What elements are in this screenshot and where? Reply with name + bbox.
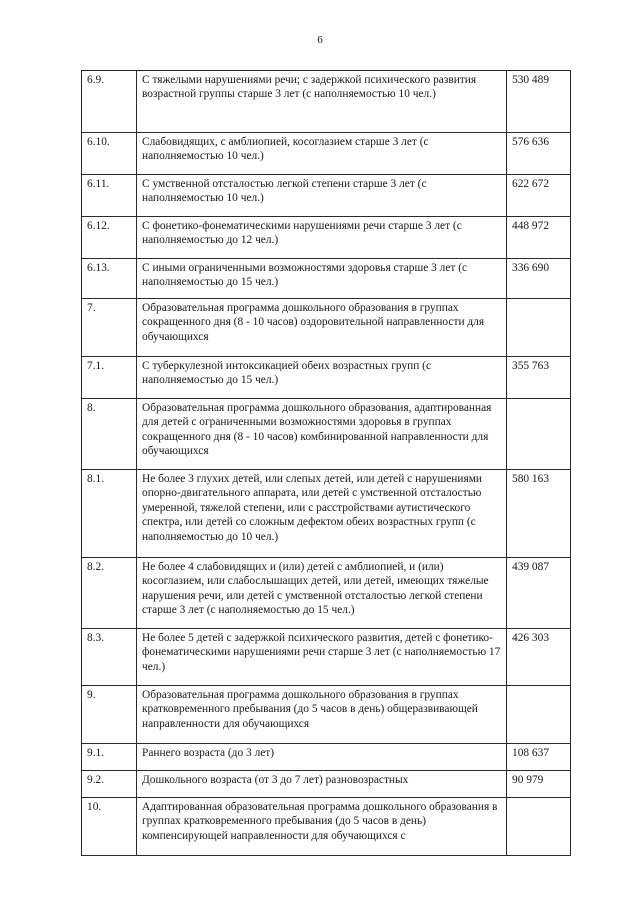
row-value	[507, 299, 571, 357]
row-description: Образовательная программа дошкольного образования, адаптированная для детей с ограниченными возможностями здоровья в группах сокращенного дня (8 - 10 часов) комбинированной направленности для обучающихся	[137, 399, 507, 470]
table-row	[82, 470, 571, 558]
row-description: С тяжелыми нарушениями речи; с задержкой психического развития возрастной группы старше 3 лет (с наполняемостью 10 чел.)	[137, 71, 507, 133]
row-number: 8.3.	[82, 629, 137, 686]
row-value: 622 672	[507, 175, 571, 217]
table-body	[82, 71, 571, 856]
row-value: 336 690	[507, 259, 571, 299]
table-row	[82, 629, 571, 686]
table-row	[82, 744, 571, 771]
row-number: 8.1.	[82, 470, 137, 558]
row-value: 426 303	[507, 629, 571, 686]
row-number: 9.1.	[82, 744, 137, 771]
row-number: 6.10.	[82, 133, 137, 175]
row-value	[507, 798, 571, 856]
row-value: 580 163	[507, 470, 571, 558]
table-row	[82, 259, 571, 299]
table-row	[82, 71, 571, 133]
table-row	[82, 299, 571, 357]
row-description: С фонетико-фонематическими нарушениями речи старше 3 лет (с наполняемостью до 12 чел.)	[137, 217, 507, 259]
row-value	[507, 686, 571, 744]
row-description: Образовательная программа дошкольного образования в группах кратковременного пребывания (до 5 часов в день) общеразвивающей направленности для обучающихся	[137, 686, 507, 744]
row-number: 8.	[82, 399, 137, 470]
row-value: 448 972	[507, 217, 571, 259]
row-number: 10.	[82, 798, 137, 856]
row-value: 530 489	[507, 71, 571, 133]
row-number: 6.9.	[82, 71, 137, 133]
row-description: С иными ограниченными возможностями здоровья старше 3 лет (с наполняемостью до 15 чел.)	[137, 259, 507, 299]
table-row	[82, 217, 571, 259]
row-number: 9.	[82, 686, 137, 744]
row-description: Не более 3 глухих детей, или слепых детей, или детей с нарушениями опорно-двигательного аппарата, или детей с умственной отсталостью умеренной, тяжелой степени, или с расстройствами аутистического спектра, или детей со сложным дефектом обеих возрастных групп (с наполняемостью до 10 чел.)	[137, 470, 507, 558]
row-description: С туберкулезной интоксикацией обеих возрастных групп (с наполняемостью до 15 чел.)	[137, 357, 507, 399]
row-number: 7.	[82, 299, 137, 357]
row-description: Не более 4 слабовидящих и (или) детей с амблиопией, и (или) косоглазием, или слабослышащих детей, или детей, имеющих тяжелые нарушения речи, или детей с умственной отсталостью легкой степени старше 3 лет (с наполняемостью до 15 чел.)	[137, 558, 507, 629]
row-number: 9.2.	[82, 771, 137, 798]
table-row	[82, 175, 571, 217]
row-value: 576 636	[507, 133, 571, 175]
page-number: 6	[317, 34, 323, 46]
row-number: 6.13.	[82, 259, 137, 299]
row-number: 8.2.	[82, 558, 137, 629]
table-row	[82, 771, 571, 798]
row-value: 90 979	[507, 771, 571, 798]
row-description: Образовательная программа дошкольного образования в группах сокращенного дня (8 - 10 часов) оздоровительной направленности для обучающихся	[137, 299, 507, 357]
row-description: Не более 5 детей с задержкой психического развития, детей с фонетико-фонематическими нарушениями речи старше 3 лет (с наполняемостью 17 чел.)	[137, 629, 507, 686]
row-description: Слабовидящих, с амблиопией, косоглазием старше 3 лет (с наполняемостью 10 чел.)	[137, 133, 507, 175]
row-value: 439 087	[507, 558, 571, 629]
row-number: 7.1.	[82, 357, 137, 399]
row-description: Дошкольного возраста (от 3 до 7 лет) разновозрастных	[137, 771, 507, 798]
row-description: С умственной отсталостью легкой степени старше 3 лет (с наполняемостью 10 чел.)	[137, 175, 507, 217]
table-row	[82, 399, 571, 470]
row-value: 108 637	[507, 744, 571, 771]
table-row	[82, 686, 571, 744]
row-description: Адаптированная образовательная программа дошкольного образования в группах кратковременного пребывания (до 5 часов в день) компенсирующей направленности для обучающихся с	[137, 798, 507, 856]
row-number: 6.12.	[82, 217, 137, 259]
table-row	[82, 357, 571, 399]
row-number: 6.11.	[82, 175, 137, 217]
table-row	[82, 558, 571, 629]
row-description: Раннего возраста (до 3 лет)	[137, 744, 507, 771]
row-value	[507, 399, 571, 470]
row-value: 355 763	[507, 357, 571, 399]
table-row	[82, 798, 571, 856]
tariff-table	[81, 70, 571, 856]
table-row	[82, 133, 571, 175]
